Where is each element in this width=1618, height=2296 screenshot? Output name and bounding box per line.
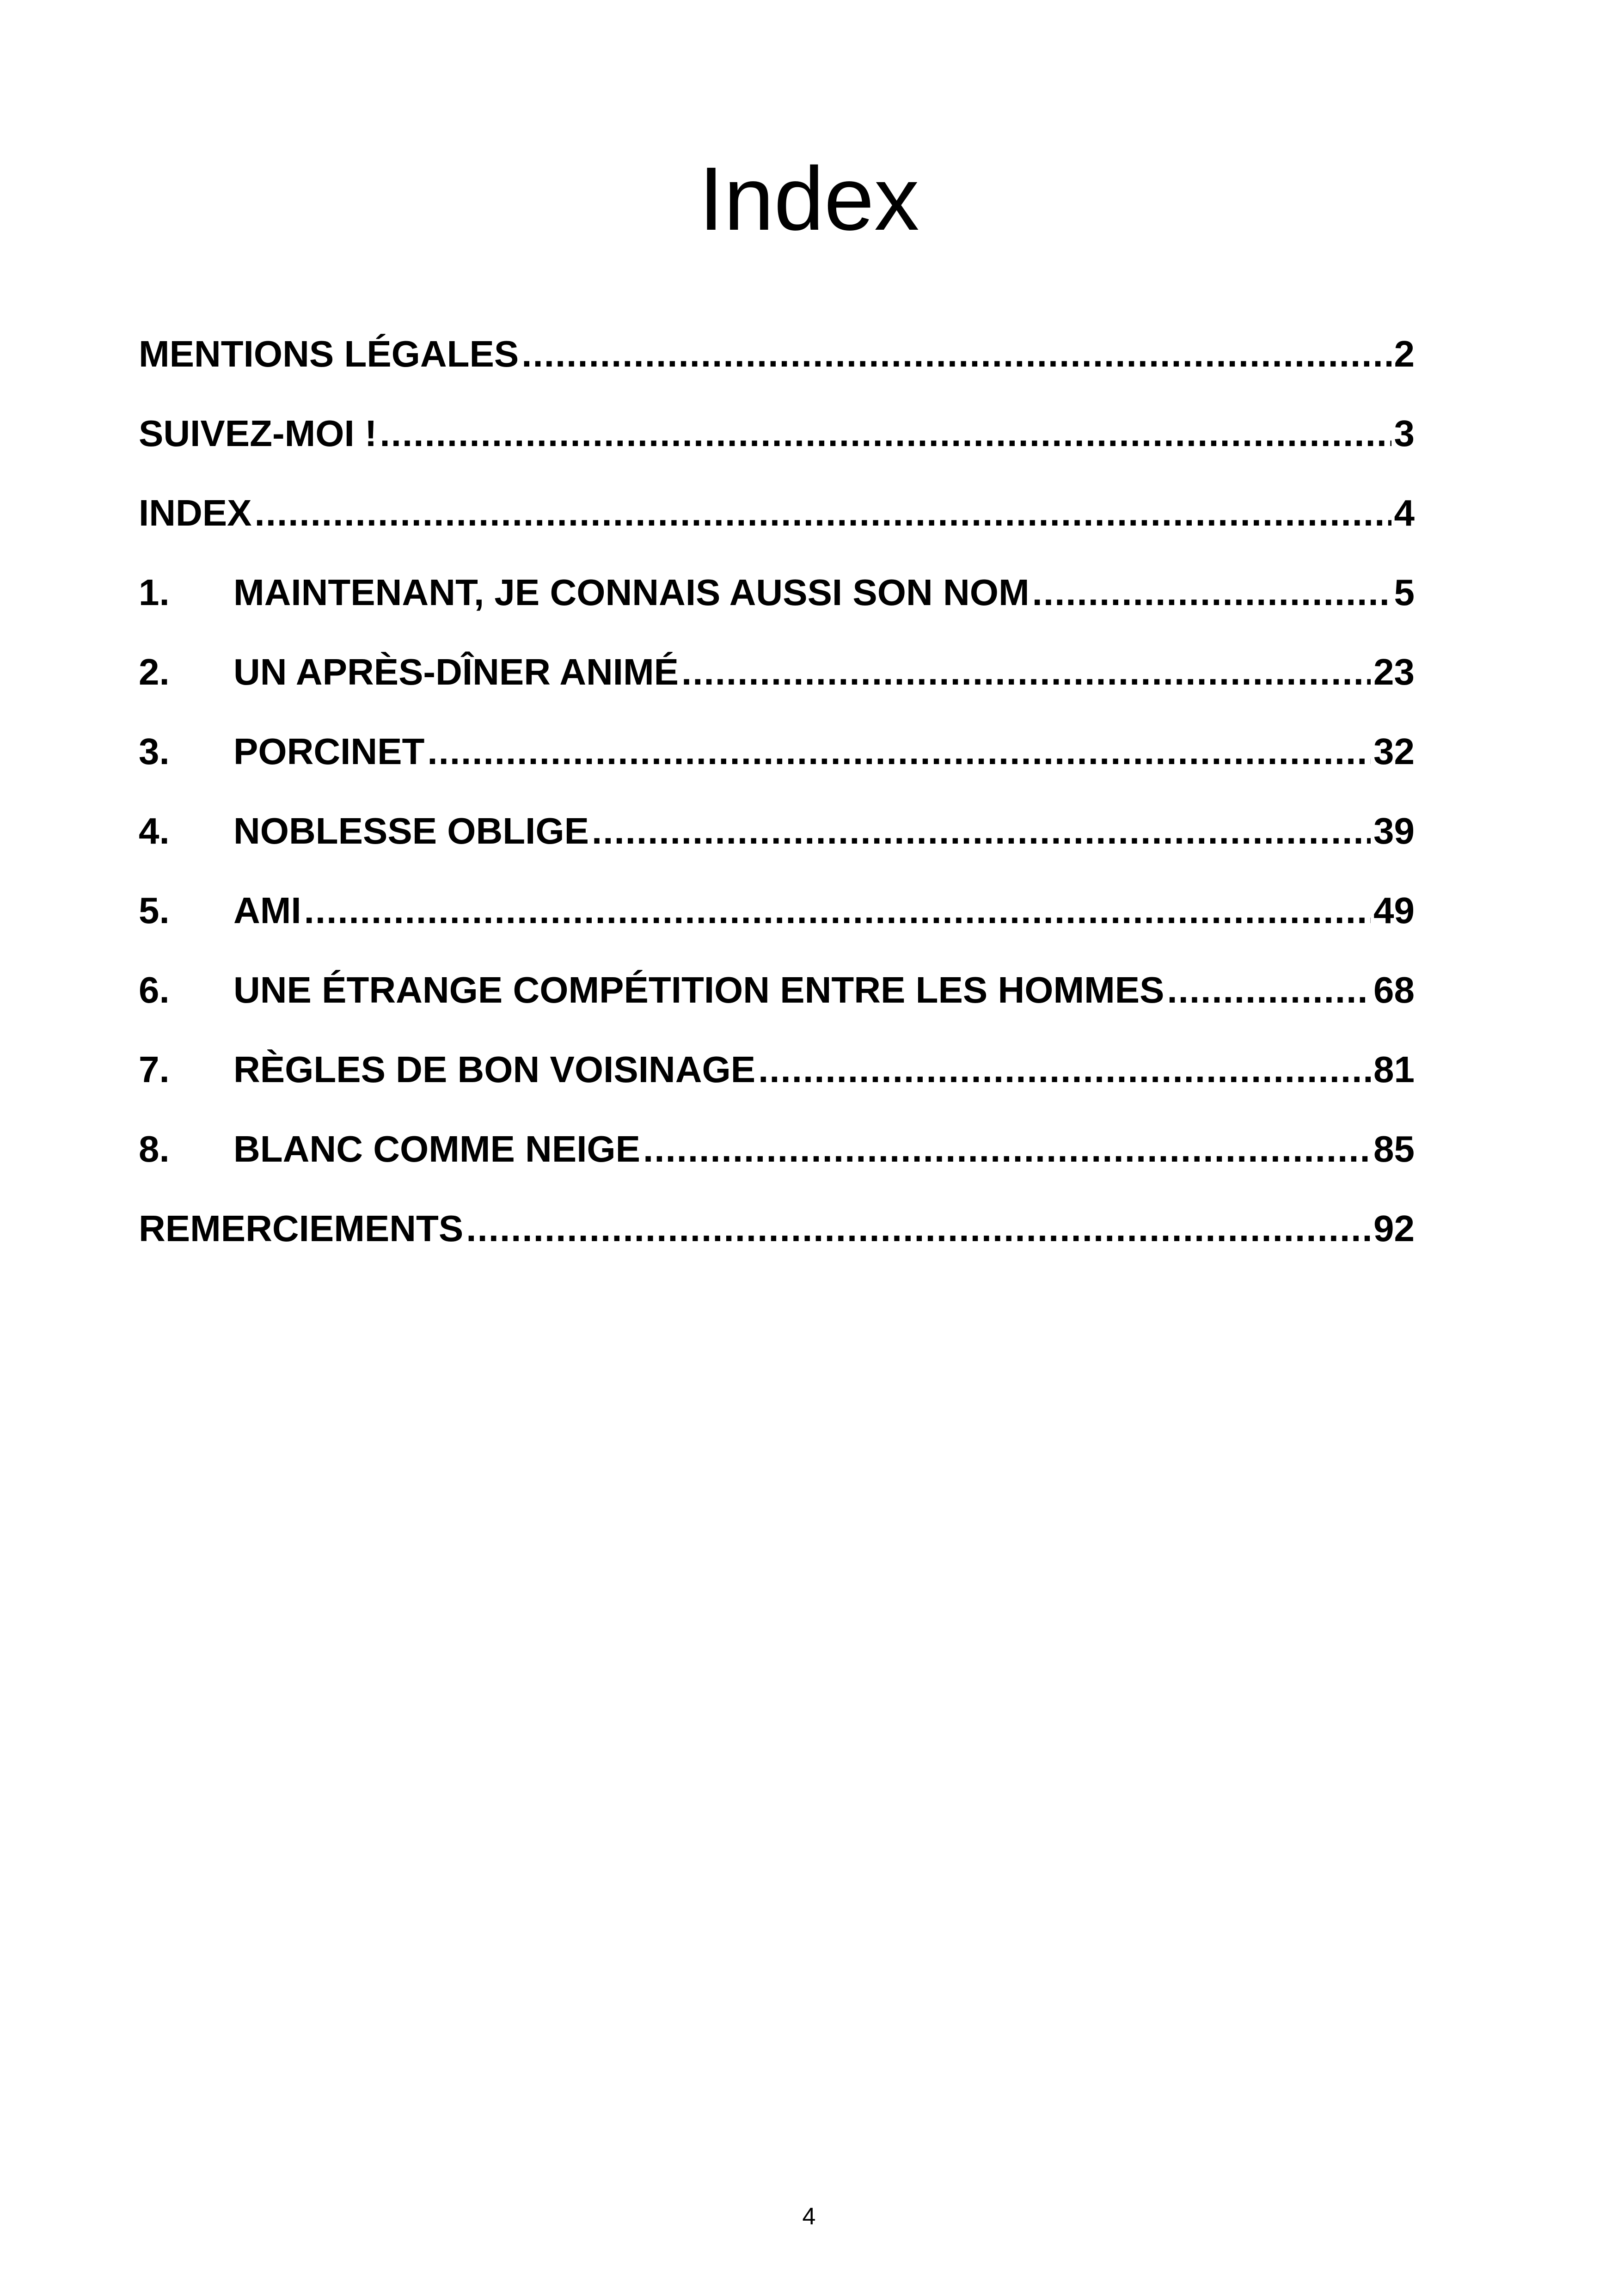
toc-leader-dots [643,1109,1371,1189]
toc-entry-chapter-7[interactable] [139,1030,1415,1109]
toc-entry-label: UN APRÈS-DÎNER ANIMÉ [233,651,679,692]
toc-entry-label: INDEX [139,492,252,533]
toc-entry-page: 4 [1394,492,1415,533]
toc-leader-dots [1032,553,1391,632]
toc-entry-chapter-2[interactable] [139,632,1415,712]
toc-entry-page: 2 [1394,333,1415,374]
toc-entry-page: 68 [1373,969,1415,1010]
toc-leader-dots [758,1030,1371,1109]
toc-leader-dots [427,712,1371,791]
toc-entry-chapter-4[interactable] [139,791,1415,871]
toc-entry-number: 7. [139,1049,170,1090]
toc-entry-page: 23 [1373,651,1415,692]
toc-entry-page: 85 [1373,1128,1415,1169]
toc-entry-remerciements[interactable] [139,1189,1415,1268]
toc-entry-label: MAINTENANT, JE CONNAIS AUSSI SON NOM [233,572,1030,613]
toc-entry-chapter-1[interactable] [139,553,1415,632]
toc-entry-mentions-legales[interactable] [139,314,1415,394]
toc-entry-label: BLANC COMME NEIGE [233,1128,640,1169]
table-of-contents [139,314,1415,1268]
toc-entry-number: 3. [139,731,170,772]
toc-leader-dots [380,394,1391,473]
toc-entry-label: AMI [233,890,301,931]
toc-entry-number: 4. [139,810,170,851]
page-title: Index [699,148,919,249]
toc-leader-dots [592,791,1371,871]
toc-leader-dots [255,473,1391,553]
toc-entry-label: MENTIONS LÉGALES [139,333,519,374]
toc-entry-label: REMERCIEMENTS [139,1208,464,1249]
toc-entry-chapter-6[interactable] [139,950,1415,1030]
toc-entry-page: 3 [1394,413,1415,454]
toc-entry-number: 6. [139,969,170,1010]
toc-entry-page: 49 [1373,890,1415,931]
toc-leader-dots [521,314,1391,394]
toc-entry-label: SUIVEZ-MOI ! [139,413,377,454]
toc-entry-label: PORCINET [233,731,425,772]
toc-entry-page: 81 [1373,1049,1415,1090]
toc-entry-suivez-moi[interactable] [139,394,1415,473]
toc-leader-dots [681,632,1371,712]
toc-entry-number: 8. [139,1128,170,1169]
toc-entry-chapter-5[interactable] [139,871,1415,950]
toc-entry-number: 1. [139,572,170,613]
toc-entry-label: RÈGLES DE BON VOISINAGE [233,1049,756,1090]
toc-leader-dots [466,1189,1371,1268]
toc-entry-number: 2. [139,651,170,692]
toc-entry-page: 32 [1373,731,1415,772]
toc-entry-chapter-8[interactable] [139,1109,1415,1189]
toc-entry-number: 5. [139,890,170,931]
toc-leader-dots [304,871,1371,950]
toc-leader-dots [1167,950,1371,1030]
toc-entry-page: 5 [1394,572,1415,613]
toc-entry-label: UNE ÉTRANGE COMPÉTITION ENTRE LES HOMMES [233,969,1164,1010]
toc-entry-page: 39 [1373,810,1415,851]
toc-entry-index[interactable] [139,473,1415,553]
page-number: 4 [802,2203,816,2230]
toc-entry-chapter-3[interactable] [139,712,1415,791]
toc-entry-label: NOBLESSE OBLIGE [233,810,589,851]
toc-entry-page: 92 [1373,1208,1415,1249]
